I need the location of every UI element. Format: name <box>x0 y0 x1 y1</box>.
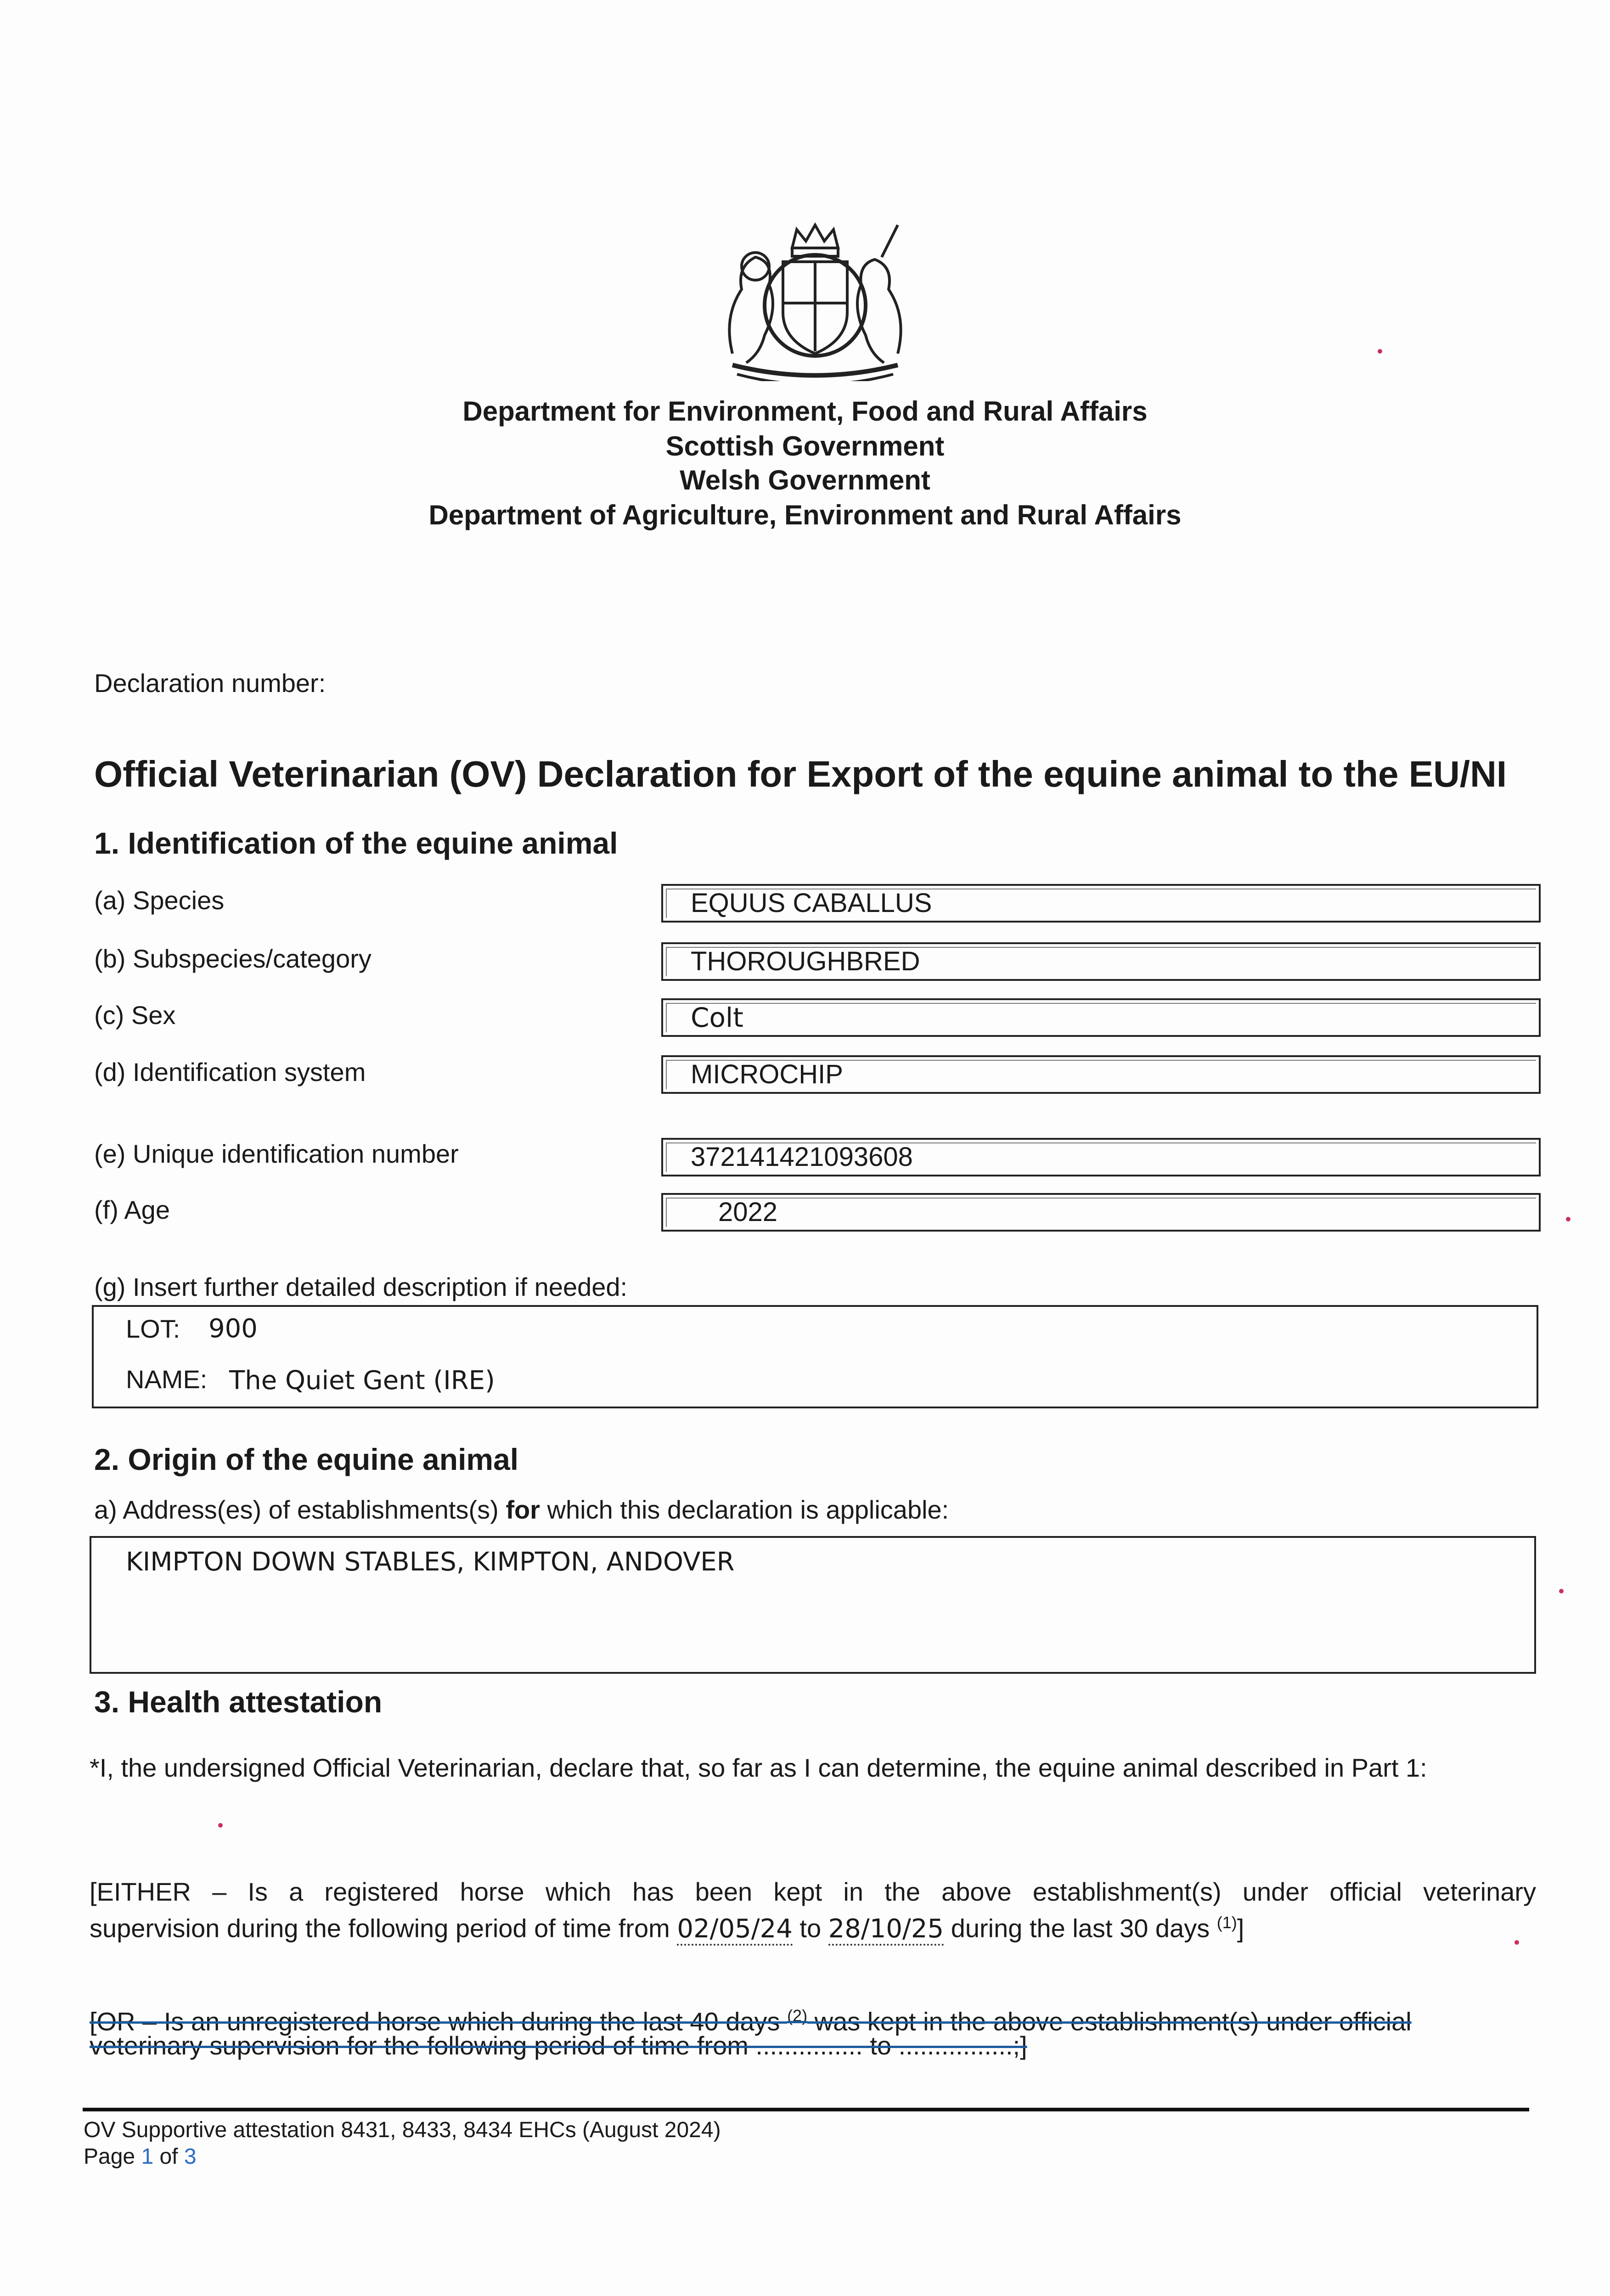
footer-divider <box>83 2108 1529 2111</box>
either-from-date: 02/05/24 <box>677 1914 793 1946</box>
footer-page-number <box>84 2144 197 2170</box>
department-daera: Department of Agriculture, Environment and Rural Affairs <box>428 500 1182 530</box>
document-title: Official Veterinarian (OV) Declaration for Export of the equine animal to the EU/NI <box>94 754 1507 794</box>
scan-speck <box>218 1823 223 1828</box>
address-label-post: which this declaration is applicable: <box>540 1495 949 1524</box>
attestation-intro: *I, the undersigned Official Veterinarian, declare that, so far as I can determine, the equine animal described in Part 1: <box>90 1753 1427 1782</box>
unique-id-label: (e) Unique identification number <box>94 1139 459 1168</box>
subspecies-label: (b) Subspecies/category <box>94 944 372 973</box>
section2-heading: 2. Origin of the equine animal <box>94 1442 519 1476</box>
page-current: 1 <box>141 2144 154 2169</box>
either-line1: [EITHER – Is a registered horse which has been kept in the above establishment(s) under official veterinary <box>90 1877 1536 1906</box>
either-footnote-ref: (1) <box>1216 1913 1237 1932</box>
subspecies-field[interactable] <box>661 942 1541 981</box>
either-to-word: to <box>792 1913 828 1943</box>
either-to-date: 28/10/25 <box>828 1914 944 1946</box>
either-line2-pre: supervision during the following period of time from <box>90 1913 677 1943</box>
or-line2: veterinary supervision for the following period of time from ............... to ................;] <box>90 2031 1027 2060</box>
address-label <box>94 1495 949 1525</box>
sex-value: Colt <box>691 1002 743 1033</box>
further-description-box[interactable] <box>92 1305 1538 1408</box>
page-total: 3 <box>184 2144 197 2169</box>
page-word: Page <box>84 2144 141 2169</box>
lot-value: 900 <box>208 1314 258 1344</box>
department-scottish-government: Scottish Government <box>665 431 945 461</box>
lot-label: LOT: <box>126 1314 180 1343</box>
department-defra: Department for Environment, Food and Rural Affairs <box>462 396 1148 427</box>
identification-system-field[interactable] <box>661 1055 1541 1094</box>
scan-speck <box>1566 1217 1571 1221</box>
or-footnote-ref: (2) <box>787 2006 808 2025</box>
either-close-bracket: ] <box>1237 1913 1244 1943</box>
scan-speck <box>1378 349 1382 354</box>
address-label-pre: a) Address(es) of establishments(s) <box>94 1495 506 1524</box>
footer-reference: OV Supportive attestation 8431, 8433, 8434 EHCs (August 2024) <box>84 2118 721 2142</box>
species-field[interactable] <box>661 884 1541 923</box>
declaration-number-label: Declaration number: <box>94 669 326 698</box>
species-label: (a) Species <box>94 886 225 915</box>
sex-label: (c) Sex <box>94 1001 176 1030</box>
unique-id-field[interactable] <box>661 1138 1541 1176</box>
either-line2 <box>90 1907 1536 1945</box>
unique-id-value: 372141421093608 <box>691 1142 913 1172</box>
subspecies-value: THOROUGHBRED <box>691 946 920 976</box>
identification-system-label: (d) Identification system <box>94 1058 366 1086</box>
age-label: (f) Age <box>94 1195 170 1224</box>
scan-speck <box>1559 1589 1564 1593</box>
or-line1-post: was kept in the above establishment(s) under official <box>807 2007 1412 2036</box>
or-line1-pre: [OR – Is an unregistered horse which during the last 40 days <box>90 2007 788 2036</box>
further-description-label: (g) Insert further detailed description if needed: <box>94 1272 628 1301</box>
species-value: EQUUS CABALLUS <box>691 888 932 918</box>
age-field[interactable] <box>661 1193 1541 1232</box>
identification-system-value: MICROCHIP <box>691 1059 843 1089</box>
address-value: KIMPTON DOWN STABLES, KIMPTON, ANDOVER <box>126 1547 735 1577</box>
scan-speck <box>1514 1940 1519 1945</box>
either-line2-post: during the last 30 days <box>944 1913 1217 1943</box>
name-label: NAME: <box>126 1365 208 1394</box>
address-box[interactable] <box>90 1536 1536 1674</box>
age-value: 2022 <box>718 1197 778 1227</box>
sex-field[interactable] <box>661 998 1541 1037</box>
royal-coat-of-arms-emblem <box>705 216 925 381</box>
section1-heading: 1. Identification of the equine animal <box>94 826 618 860</box>
page-of-word: of <box>153 2144 184 2169</box>
address-label-bold: for <box>506 1495 540 1524</box>
department-welsh-government: Welsh Government <box>680 465 930 495</box>
name-value: The Quiet Gent (IRE) <box>229 1366 495 1396</box>
section3-heading: 3. Health attestation <box>94 1685 383 1719</box>
